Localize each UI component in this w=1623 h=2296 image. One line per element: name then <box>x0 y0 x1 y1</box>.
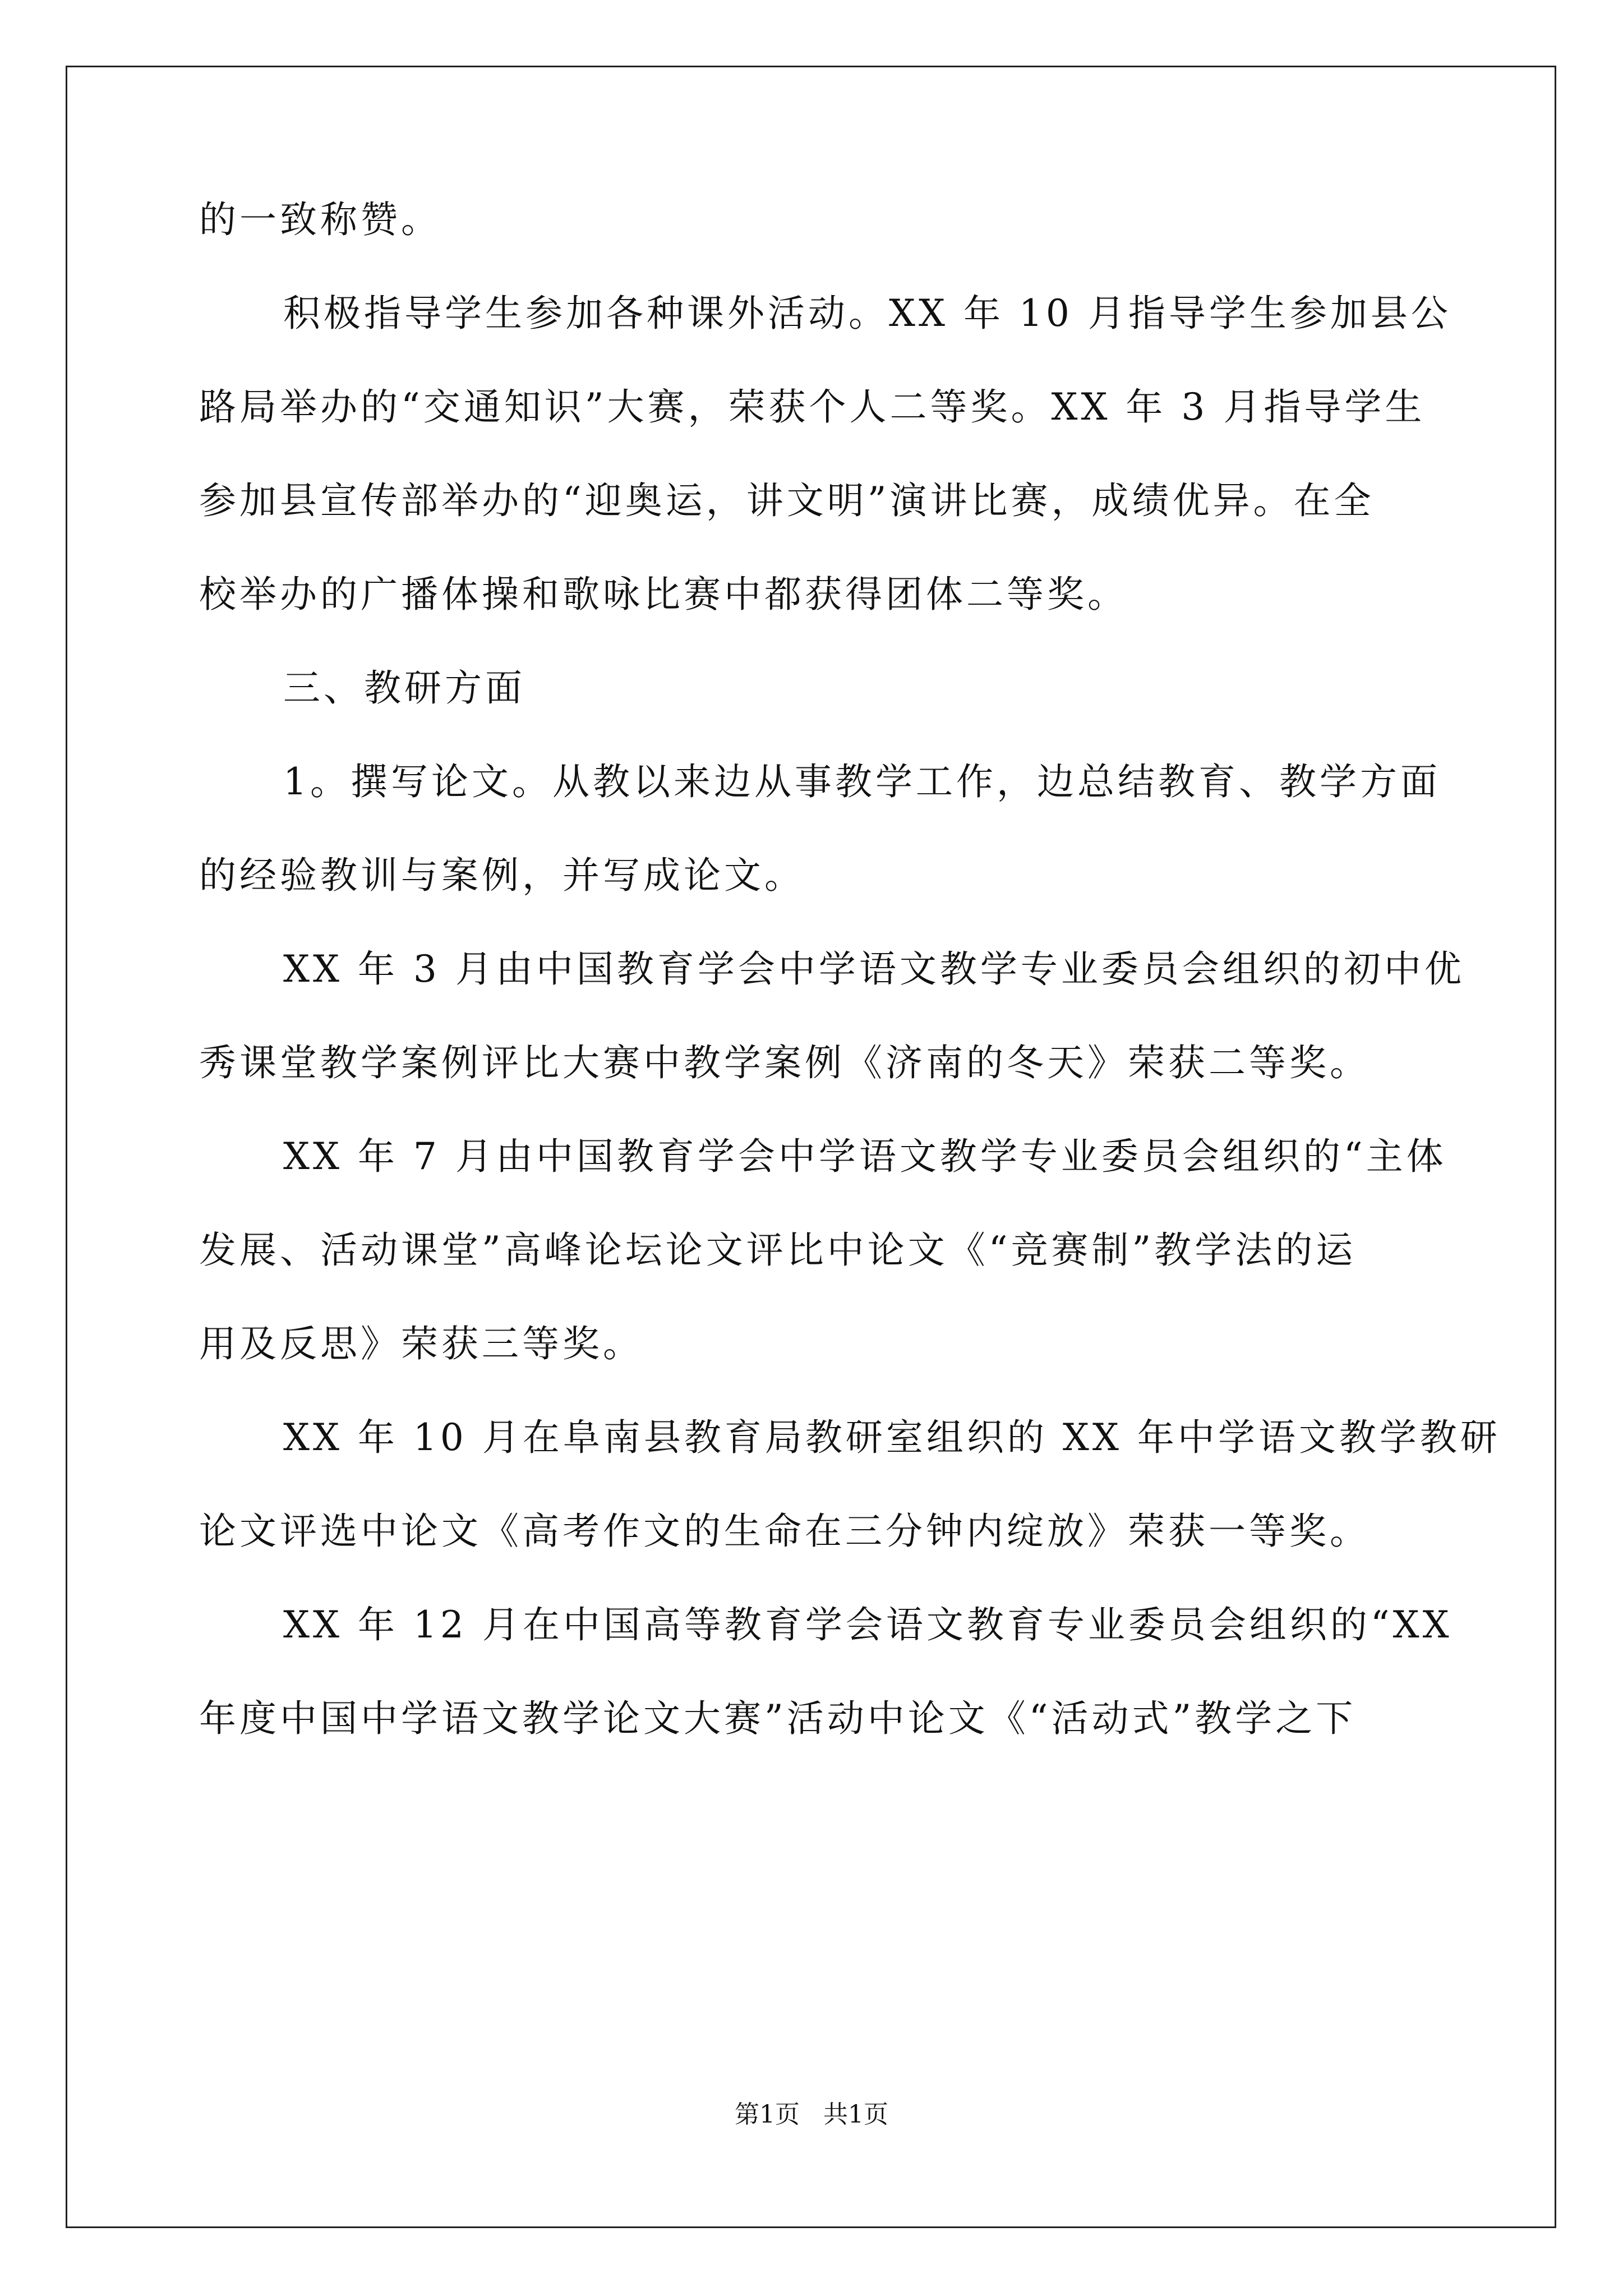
text-line-15: 论文评选中论文《高考作文的生命在三分钟内绽放》荣获一等奖。 <box>199 1510 1370 1553</box>
text-line-8: 的经验教训与案例，并写成论文。 <box>199 854 805 897</box>
text-line-3: 路局举办的“交通知识”大赛，荣获个人二等奖。XX 年 3 月指导学生 <box>199 385 1426 429</box>
text-line-4: 参加县宣传部举办的“迎奥运，讲文明”演讲比赛，成绩优异。在全 <box>199 479 1375 522</box>
text-line-1: 的一致称赞。 <box>199 198 441 241</box>
text-line-5: 校举办的广播体操和歌咏比赛中都获得团体二等奖。 <box>199 573 1128 616</box>
text-line-17: 年度中国中学语文教学论文大赛”活动中论文《“活动式”教学之下 <box>199 1697 1357 1740</box>
text-line-7: 1。撰写论文。从教以来边从事教学工作，边总结教育、教学方面 <box>283 760 1441 803</box>
text-line-2: 积极指导学生参加各种课外活动。XX 年 10 月指导学生参加县公 <box>283 292 1451 335</box>
text-line-13: 用及反思》荣获三等奖。 <box>199 1322 643 1365</box>
text-line-12: 发展、活动课堂”高峰论坛论文评比中论文《“竞赛制”教学法的运 <box>199 1228 1357 1272</box>
text-line-11: XX 年 7 月由中国教育学会中学语文教学专业委员会组织的“主体 <box>283 1135 1447 1178</box>
text-line-16: XX 年 12 月在中国高等教育学会语文教育专业委员会组织的“XX <box>283 1603 1453 1646</box>
text-line-14: XX 年 10 月在阜南县教育局教研室组织的 XX 年中学语文教学教研 <box>283 1416 1501 1459</box>
section-heading: 三、教研方面 <box>283 666 525 710</box>
page-footer: 第1页 共1页 <box>735 2100 888 2129</box>
text-line-10: 秀课堂教学案例评比大赛中教学案例《济南的冬天》荣获二等奖。 <box>199 1041 1370 1084</box>
text-line-9: XX 年 3 月由中国教育学会中学语文教学专业委员会组织的初中优 <box>283 947 1465 991</box>
